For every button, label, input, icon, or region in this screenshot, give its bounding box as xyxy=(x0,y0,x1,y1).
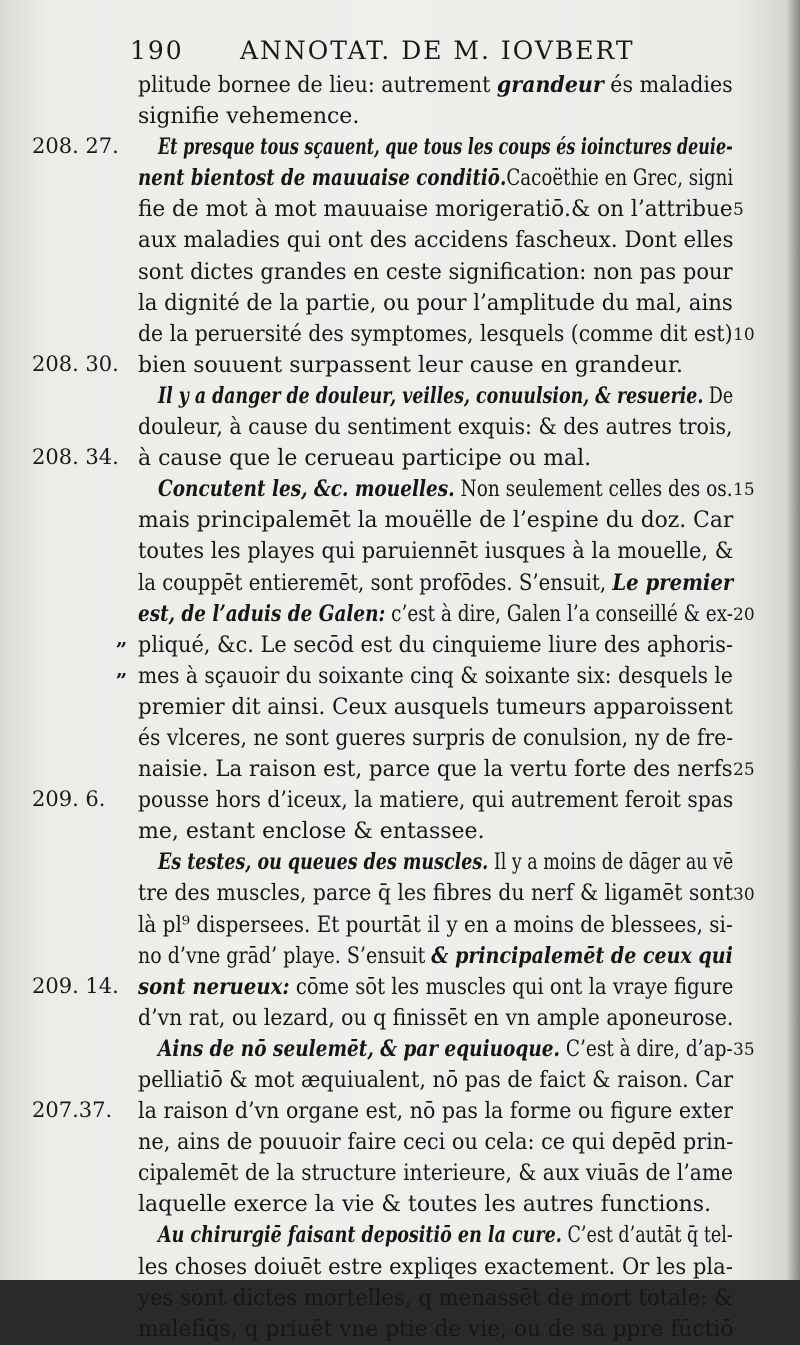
running-title: ANNOTAT. DE M. IOVBERT xyxy=(240,36,635,65)
italic-segment: Es testes, ou queues des muscles. xyxy=(158,849,489,876)
text-line-content xyxy=(138,754,733,785)
italic-segment: Le premier xyxy=(612,569,734,596)
text-line xyxy=(138,1127,733,1158)
roman-segment: Il y a moins de dāger au vē xyxy=(488,850,734,876)
roman-segment: C’est à dire, d’ap- xyxy=(559,1036,733,1062)
line-number: 25 xyxy=(733,760,755,781)
italic-segment: Concutent les, &c. mouelles. xyxy=(158,476,455,503)
text-line-content xyxy=(138,163,733,194)
text-line-content xyxy=(138,878,733,909)
line-number: 15 xyxy=(733,480,755,501)
text-line-content xyxy=(138,630,733,661)
text-line xyxy=(138,257,733,288)
text-line-content xyxy=(158,132,733,163)
roman-segment: és vlceres, ne sont gueres surpris de conulsion, ny de fre- xyxy=(138,725,734,751)
text-line xyxy=(138,941,733,972)
line-number: 10 xyxy=(733,324,755,345)
text-line-content xyxy=(138,257,733,288)
roman-segment: és maladies xyxy=(603,73,733,98)
roman-segment: cipalemēt de la structure interieure, & aux viuās de l’ame xyxy=(138,1161,733,1187)
margin-reference: 208. 30. xyxy=(32,351,119,376)
roman-segment: de la peruersité des symptomes, lesquels (comme dit est) xyxy=(138,321,733,347)
text-line-content xyxy=(138,1065,733,1096)
roman-segment: plitude bornee de lieu: autrement xyxy=(138,73,497,98)
roman-segment: les choses doiuēt estre expliqes exactement. Or les pla- xyxy=(138,1254,733,1280)
text-line-content xyxy=(158,1220,733,1251)
roman-segment: Non seulement celles des os. xyxy=(454,477,733,503)
roman-segment: malefiq̄s, q priuēt vne ptie de vie, ou de sa ppre fūctiō xyxy=(138,1316,734,1342)
roman-segment: la dignité de la partie, ou pour l’amplitude du mal, ains xyxy=(138,290,733,316)
text-line xyxy=(138,1003,733,1034)
roman-segment: là pl⁹ dispersees. Et pourtāt il y en a moins de blessees, si- xyxy=(138,912,733,938)
text-line-content xyxy=(138,568,733,599)
roman-segment: toutes les playes qui paruiennēt iusques à la mouelle, & xyxy=(138,539,734,565)
text-line xyxy=(138,692,733,723)
italic-segment: nent bientost de mauuaise conditiō. xyxy=(138,165,507,192)
text-line-content xyxy=(138,941,733,972)
roman-segment: mes à sçauoir du soixante cinq & soixante six: desquels le xyxy=(138,663,733,689)
text-line-content xyxy=(138,412,733,443)
text-line xyxy=(138,1096,733,1127)
text-line xyxy=(138,1220,733,1251)
text-line xyxy=(138,847,733,878)
line-number: 5 xyxy=(733,200,744,221)
text-line-content xyxy=(138,1127,733,1158)
text-line-content xyxy=(138,692,733,723)
text-line-content xyxy=(138,194,733,225)
roman-segment: la raison d’vn organe est, nō pas la forme ou figure exter xyxy=(138,1099,733,1125)
margin-reference: 208. 27. xyxy=(32,134,119,159)
roman-segment: la couppēt entieremēt, sont profōdes. S’ensuit, xyxy=(138,570,613,596)
text-line xyxy=(138,443,733,474)
quotation-mark: „ xyxy=(116,656,128,681)
text-line-content xyxy=(138,1314,733,1345)
text-line xyxy=(138,288,733,319)
text-line-content xyxy=(138,816,485,847)
text-line xyxy=(138,785,733,816)
roman-segment: pelliatiō & mot æquiualent, nō pas de faict & raison. Car xyxy=(138,1068,734,1093)
roman-segment: c’est à dire, Galen l’a conseillé & ex- xyxy=(385,601,733,627)
text-line-content xyxy=(138,70,733,101)
text-line xyxy=(138,568,733,599)
text-line xyxy=(138,878,733,909)
text-line-content xyxy=(138,785,733,816)
text-line xyxy=(138,1283,733,1314)
text-line-content xyxy=(158,381,733,412)
text-line xyxy=(138,70,733,101)
text-line-content xyxy=(138,599,733,630)
text-line xyxy=(138,194,733,225)
roman-segment: premier dit ainsi. Ceux ausquels tumeurs apparoissent xyxy=(138,694,733,720)
text-line-content xyxy=(138,350,683,381)
text-line xyxy=(138,412,733,443)
italic-segment: Et presque tous sçauent, que tous les coups és ioinctures deuie- xyxy=(158,134,733,161)
text-line xyxy=(138,630,733,661)
text-line xyxy=(138,101,733,132)
roman-segment: pousse hors d’iceux, la matiere, qui autrement feroit spas xyxy=(138,788,734,814)
roman-segment: cōme sōt les muscles qui ont la vraye figure xyxy=(289,974,734,1000)
text-line xyxy=(138,1065,733,1096)
line-number: 20 xyxy=(733,604,755,625)
roman-segment: C’est d’autāt q̄ tel- xyxy=(561,1223,733,1249)
text-line-content xyxy=(138,319,733,350)
gutter-shadow xyxy=(786,0,800,1280)
text-line-content xyxy=(138,505,733,536)
italic-segment: Ains de nō seulemēt, & par equiuoque. xyxy=(158,1035,560,1062)
text-line-content xyxy=(138,661,733,692)
roman-segment: d’vn rat, ou lezard, ou q finissēt en vn ample aponeurose. xyxy=(138,1005,734,1031)
text-line-content xyxy=(138,1283,733,1314)
text-line-content xyxy=(138,972,733,1003)
margin-reference: 209. 14. xyxy=(32,973,119,998)
margin-reference: 208. 34. xyxy=(32,445,119,470)
text-line xyxy=(138,816,733,847)
text-line xyxy=(138,1189,733,1220)
text-line xyxy=(138,1252,733,1283)
page-number: 190 xyxy=(130,36,184,65)
italic-segment: Il y a danger de douleur, veilles, conuulsion, & resuerie. xyxy=(158,382,704,409)
text-line xyxy=(138,163,733,194)
margin-reference: 209. 6. xyxy=(32,787,106,812)
text-line xyxy=(138,1158,733,1189)
text-line-content xyxy=(138,723,733,754)
line-number: 35 xyxy=(733,1040,755,1061)
text-line xyxy=(138,474,733,505)
text-line xyxy=(138,225,733,256)
italic-segment: est, de l’aduis de Galen: xyxy=(138,600,386,627)
text-line-content xyxy=(138,101,359,132)
text-line xyxy=(138,910,733,941)
text-line-content xyxy=(138,443,591,474)
roman-segment: tre des muscles, parce q̄ les fibres du nerf & ligamēt sont xyxy=(138,881,733,907)
text-line xyxy=(138,132,733,163)
text-line-content xyxy=(138,1003,733,1034)
text-line xyxy=(138,319,733,350)
text-line xyxy=(138,381,733,412)
text-line xyxy=(138,754,733,785)
text-line xyxy=(138,1314,733,1345)
text-line-content xyxy=(138,536,733,567)
text-line-content xyxy=(158,847,733,878)
text-line-content xyxy=(158,1034,733,1065)
roman-segment: mais principalemēt la mouëlle de l’espine du doz. Car xyxy=(138,508,734,534)
roman-segment: sont dictes grandes en ceste signification: non pas pour xyxy=(138,259,733,285)
text-line-content xyxy=(158,474,733,505)
roman-segment: pliqué, &c. Le secōd est du cinquieme liure des aphoris- xyxy=(138,632,734,658)
roman-segment: De xyxy=(703,383,734,409)
text-line xyxy=(138,723,733,754)
text-line-content xyxy=(138,288,733,319)
roman-segment: laquelle exerce la vie & toutes les autres functions. xyxy=(138,1192,712,1218)
running-header xyxy=(130,36,650,70)
italic-segment: grandeur xyxy=(496,72,604,98)
text-line-content xyxy=(138,1158,733,1189)
italic-segment: Au chirurgiē faisant depositiō en la cure. xyxy=(158,1222,562,1249)
roman-segment: aux maladies qui ont des accidens fascheux. Dont elles xyxy=(138,228,734,254)
line-number: 30 xyxy=(733,884,755,905)
text-line-content xyxy=(138,1096,733,1127)
quotation-mark: „ xyxy=(116,625,128,650)
roman-segment: douleur, à cause du sentiment exquis: & des autres trois, xyxy=(138,415,733,441)
text-line xyxy=(138,599,733,630)
roman-segment: Cacoëthie en Grec, signi xyxy=(506,166,734,192)
text-line xyxy=(138,1034,733,1065)
text-line xyxy=(138,536,733,567)
roman-segment: yes sont dictes mortelles, q menassēt de mort totale: & xyxy=(138,1285,734,1311)
italic-segment: & principalemēt de ceux qui xyxy=(431,942,733,969)
text-line-content xyxy=(138,1252,733,1283)
roman-segment: naisie. La raison est, parce que la vertu forte des nerfs xyxy=(138,757,733,783)
text-line xyxy=(138,350,733,381)
text-line xyxy=(138,505,733,536)
roman-segment: fie de mot à mot mauuaise morigeratiō.& on l’attribue xyxy=(138,197,733,223)
text-line xyxy=(138,661,733,692)
text-body xyxy=(138,70,733,1345)
roman-segment: no d’vne grād’ playe. S’ensuit xyxy=(138,943,432,969)
roman-segment: me, estant enclose & entassee. xyxy=(138,819,485,845)
roman-segment: à cause que le cerueau participe ou mal. xyxy=(138,446,592,472)
text-line-content xyxy=(138,910,733,941)
roman-segment: signifie vehemence. xyxy=(138,104,360,130)
text-line xyxy=(138,972,733,1003)
text-line-content xyxy=(138,225,733,256)
italic-segment: sont nerueux: xyxy=(138,973,290,1000)
roman-segment: bien souuent surpassent leur cause en grandeur. xyxy=(138,352,684,378)
roman-segment: ne, ains de pouuoir faire ceci ou cela: ce qui depēd prin- xyxy=(138,1130,734,1156)
margin-reference: 207.37. xyxy=(32,1098,113,1123)
text-line-content xyxy=(138,1189,711,1220)
